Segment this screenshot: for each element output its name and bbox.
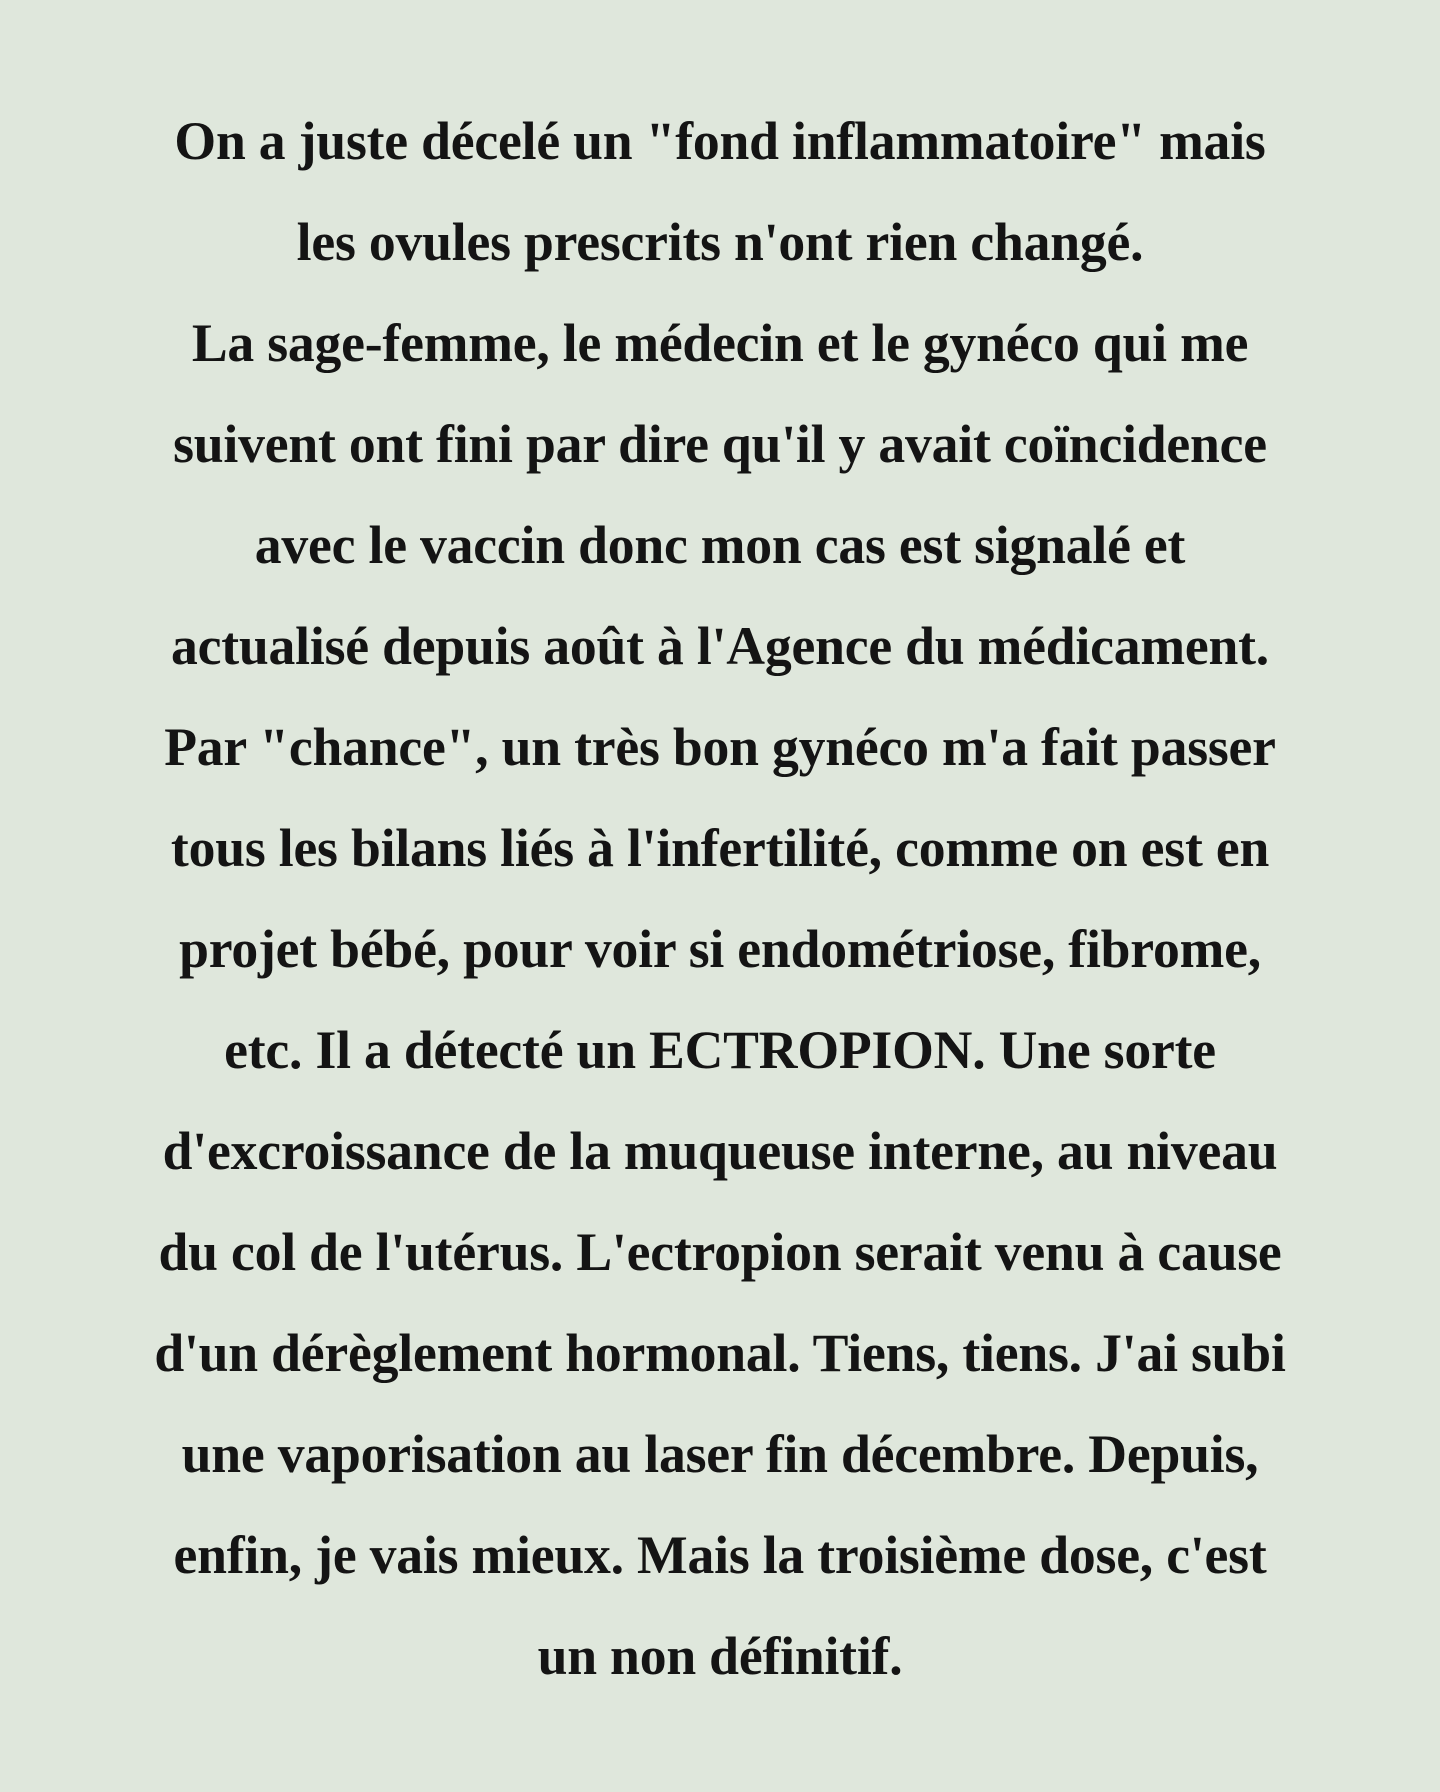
- text-line: etc. Il a détecté un ECTROPION. Une sorte: [224, 1020, 1216, 1080]
- text-line: actualisé depuis août à l'Agence du médicament.: [171, 616, 1269, 676]
- text-line: tous les bilans liés à l'infertilité, comme on est en: [170, 818, 1270, 878]
- text-line: du col de l'utérus. L'ectropion serait venu à cause: [158, 1222, 1282, 1282]
- text-line: d'excroissance de la muqueuse interne, au niveau: [162, 1121, 1278, 1181]
- text-line: Par "chance", un très bon gynéco m'a fait passer: [164, 717, 1276, 777]
- text-line: enfin, je vais mieux. Mais la troisième dose, c'est: [173, 1525, 1267, 1585]
- text-line: projet bébé, pour voir si endométriose, fibrome,: [179, 919, 1261, 979]
- text-line: une vaporisation au laser fin décembre. Depuis,: [181, 1424, 1259, 1484]
- text-line: d'un dérèglement hormonal. Tiens, tiens. J'ai subi: [154, 1323, 1286, 1383]
- text-line: On a juste décelé un "fond inflammatoire" mais: [174, 111, 1266, 171]
- text-line: avec le vaccin donc mon cas est signalé et: [254, 515, 1186, 575]
- body-text: [0, 91, 1440, 1707]
- text-line: les ovules prescrits n'ont rien changé.: [296, 212, 1144, 272]
- text-line: La sage-femme, le médecin et le gynéco qui me: [191, 313, 1249, 373]
- text-line: un non définitif.: [537, 1626, 903, 1686]
- text-line: suivent ont fini par dire qu'il y avait coïncidence: [173, 414, 1267, 474]
